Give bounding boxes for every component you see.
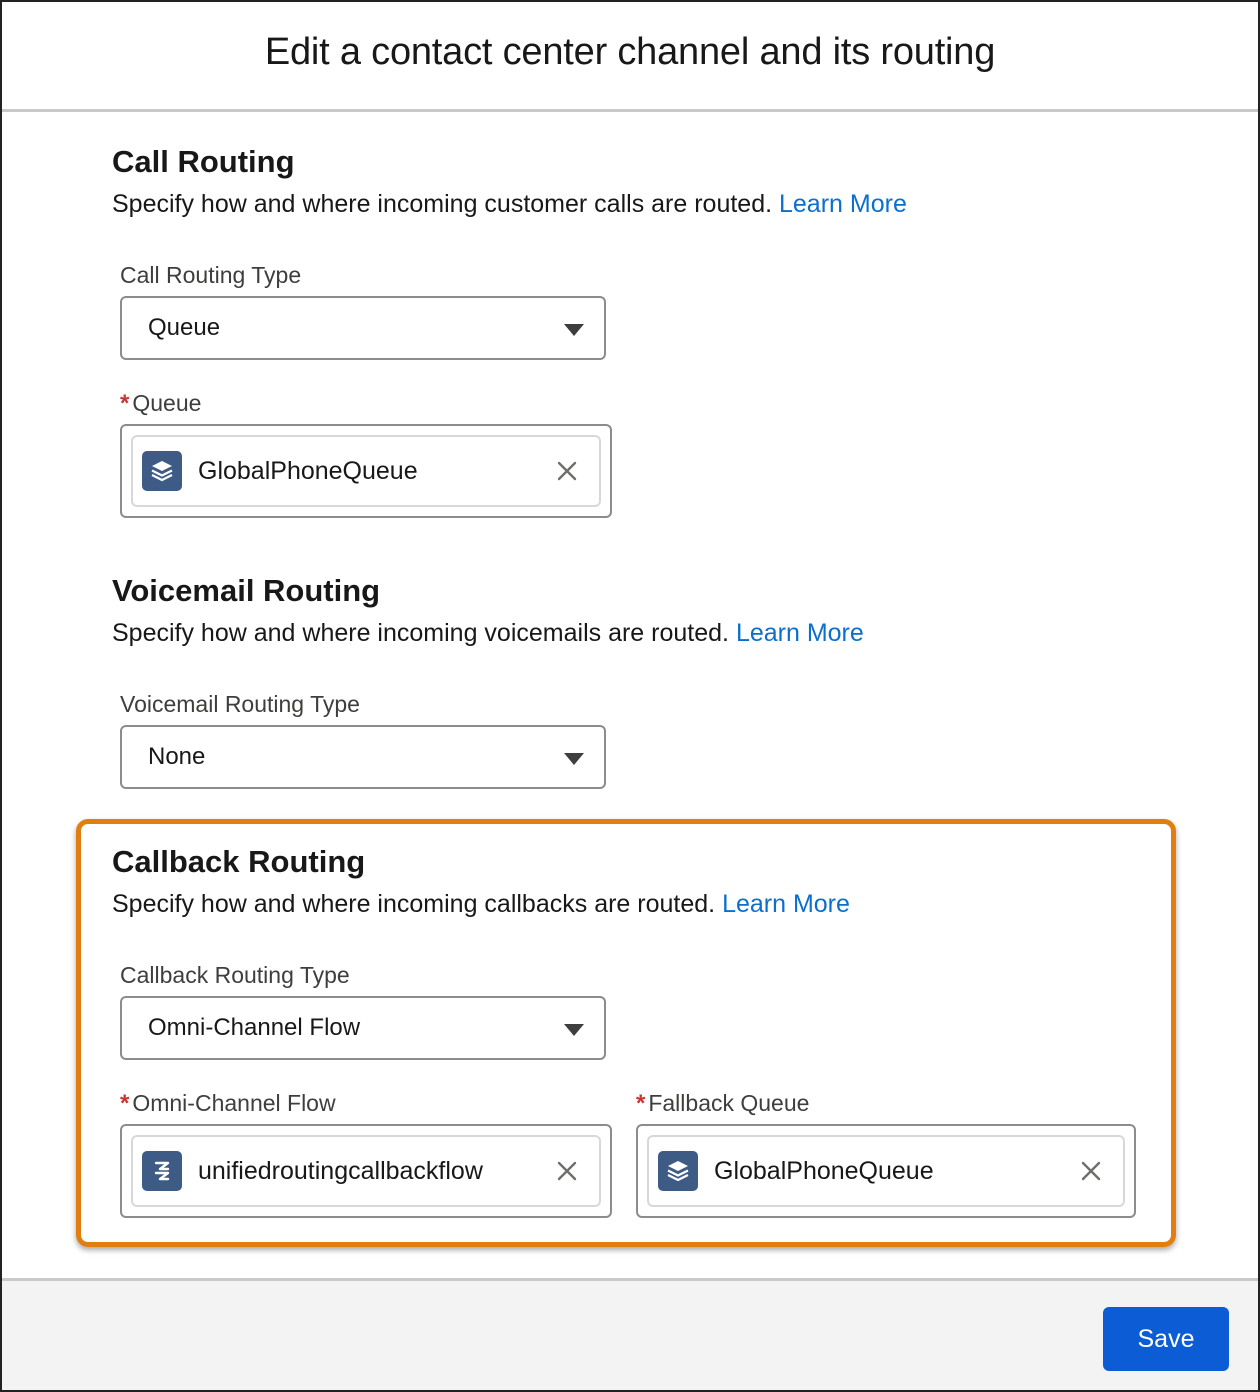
omni-channel-flow-label <box>120 1090 336 1118</box>
required-marker: * <box>120 390 130 417</box>
voicemail-routing-type-label: Voicemail Routing Type <box>120 691 360 717</box>
call-routing-description <box>112 190 907 219</box>
chevron-down-icon <box>564 753 584 765</box>
call-routing-type-label: Call Routing Type <box>120 262 302 288</box>
callback-routing-learn-more-link[interactable]: Learn More <box>722 890 850 918</box>
fallback-queue-value: GlobalPhoneQueue <box>714 1156 934 1185</box>
call-routing-description-text: Specify how and where incoming customer calls are routed. <box>112 190 773 218</box>
queue-selected-pill[interactable] <box>131 435 601 507</box>
voicemail-routing-title: Voicemail Routing <box>112 573 381 608</box>
fallback-queue-label-text: Fallback Queue <box>648 1090 810 1116</box>
call-routing-type-value: Queue <box>148 314 221 341</box>
dialog-title: Edit a contact center channel and its routing <box>264 31 996 73</box>
queue-label-text: Queue <box>132 390 202 416</box>
omni-channel-flow-label-text: Omni-Channel Flow <box>132 1090 336 1116</box>
callback-routing-type-select[interactable] <box>120 996 606 1060</box>
queue-label <box>120 390 201 418</box>
callback-routing-type-label: Callback Routing Type <box>120 962 350 988</box>
omni-channel-flow-value: unifiedroutingcallbackflow <box>198 1156 483 1185</box>
callback-routing-description <box>112 890 850 919</box>
close-icon[interactable] <box>555 1159 579 1183</box>
close-icon[interactable] <box>555 459 579 483</box>
voicemail-routing-type-value: None <box>148 743 206 770</box>
call-routing-learn-more-link[interactable]: Learn More <box>779 190 907 218</box>
callback-routing-type-value: Omni-Channel Flow <box>148 1014 361 1041</box>
close-icon[interactable] <box>1079 1159 1103 1183</box>
chevron-down-icon <box>564 324 584 336</box>
chevron-down-icon <box>564 1024 584 1036</box>
callback-routing-description-text: Specify how and where incoming callbacks are routed. <box>112 890 716 918</box>
fallback-queue-lookup[interactable] <box>636 1124 1136 1218</box>
call-routing-title: Call Routing <box>112 144 295 179</box>
queue-stack-icon <box>658 1151 698 1191</box>
fallback-queue-label <box>636 1090 809 1118</box>
voicemail-routing-learn-more-link[interactable]: Learn More <box>735 619 864 647</box>
callback-routing-title: Callback Routing <box>112 844 366 879</box>
voicemail-routing-description <box>112 619 864 648</box>
save-button[interactable]: Save <box>1103 1307 1229 1371</box>
flow-icon <box>142 1151 182 1191</box>
fallback-queue-selected-pill[interactable] <box>647 1135 1125 1207</box>
voicemail-routing-description-text: Specify how and where incoming voicemails are routed. <box>112 619 729 647</box>
required-marker: * <box>120 1090 130 1117</box>
omni-channel-flow-lookup[interactable] <box>120 1124 612 1218</box>
queue-stack-icon <box>142 451 182 491</box>
call-routing-type-select[interactable] <box>120 296 606 360</box>
queue-value: GlobalPhoneQueue <box>198 456 418 485</box>
voicemail-routing-type-select[interactable] <box>120 725 606 789</box>
dialog-header <box>2 2 1258 112</box>
flow-selected-pill[interactable] <box>131 1135 601 1207</box>
queue-lookup[interactable] <box>120 424 612 518</box>
required-marker: * <box>636 1090 646 1117</box>
dialog-footer <box>2 1278 1258 1390</box>
